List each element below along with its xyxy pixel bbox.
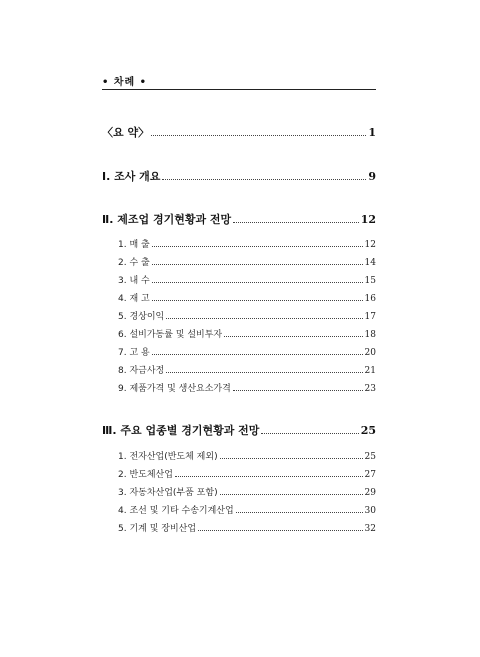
dot-leader <box>152 282 363 283</box>
toc-entry-label: 5. 경상이익 <box>118 312 165 322</box>
dot-leader <box>224 336 362 337</box>
dot-leader <box>236 512 363 513</box>
toc-subentry[interactable] <box>118 485 376 498</box>
toc-subentry[interactable] <box>118 503 376 516</box>
toc-subentry[interactable] <box>118 273 376 286</box>
toc-page-number: 9 <box>368 170 376 183</box>
dot-leader <box>152 264 363 265</box>
toc-page-number: 21 <box>364 366 376 376</box>
dot-leader <box>261 433 358 434</box>
header-rule <box>102 89 376 90</box>
toc-subentry[interactable] <box>118 467 376 480</box>
dot-leader <box>175 476 363 477</box>
dot-leader <box>220 494 363 495</box>
toc-entry-label: 3. 자동차산업(부품 포함) <box>118 488 218 498</box>
dot-leader <box>162 179 366 180</box>
dot-leader <box>151 135 366 136</box>
toc-entry-label: 1. 매 출 <box>118 240 150 250</box>
toc-entry-label: 4. 조선 및 기타 수송기계산업 <box>118 506 234 516</box>
toc-entry-section-3[interactable] <box>102 422 376 438</box>
dot-leader <box>166 372 362 373</box>
toc-page-number: 29 <box>364 488 376 498</box>
dot-leader <box>220 458 363 459</box>
toc-page-number: 20 <box>364 348 376 358</box>
toc-page-number: 12 <box>360 213 376 226</box>
toc-subentry[interactable] <box>118 521 376 534</box>
toc-entry-label: 〈요 약〉 <box>102 126 150 139</box>
toc-page-number: 17 <box>364 312 376 322</box>
toc-page-number: 18 <box>364 330 376 340</box>
toc-subentry[interactable] <box>118 255 376 268</box>
dot-leader <box>233 222 359 223</box>
dot-leader <box>166 318 362 319</box>
toc-entry-summary[interactable] <box>102 124 376 140</box>
toc-subentry[interactable] <box>118 291 376 304</box>
toc-page-number: 30 <box>364 506 376 516</box>
toc-subentry[interactable] <box>118 327 376 340</box>
toc-entry-label: 9. 제품가격 및 생산요소가격 <box>118 384 231 394</box>
toc-subentry[interactable] <box>118 237 376 250</box>
toc-page-number: 25 <box>364 452 376 462</box>
toc-page-number: 12 <box>364 240 376 250</box>
toc-page-number: 23 <box>364 384 376 394</box>
dot-leader <box>152 300 363 301</box>
toc-header: • 차례 • <box>102 77 148 88</box>
toc-entry-label: 3. 내 수 <box>118 276 150 286</box>
toc-entry-label: 5. 기계 및 장비산업 <box>118 524 197 534</box>
dot-leader <box>198 530 363 531</box>
toc-entry-label: Ⅰ. 조사 개요 <box>102 170 161 183</box>
dot-leader <box>233 390 363 391</box>
toc-subentry[interactable] <box>118 345 376 358</box>
toc-page-number: 14 <box>364 258 376 268</box>
toc-entry-label: Ⅱ. 제조업 경기현황과 전망 <box>102 213 232 226</box>
toc-entry-label: 6. 설비가동률 및 설비투자 <box>118 330 223 340</box>
toc-entry-label: 2. 수 출 <box>118 258 150 268</box>
toc-page-number: 1 <box>368 126 376 139</box>
toc-page-number: 25 <box>360 424 376 437</box>
toc-entry-label: 2. 반도체산업 <box>118 470 173 480</box>
toc-entry-section-1[interactable] <box>102 168 376 184</box>
toc-page-number: 32 <box>364 524 376 534</box>
toc-subentry[interactable] <box>118 363 376 376</box>
toc-entry-label: 8. 자금사정 <box>118 366 165 376</box>
toc-entry-label: 1. 전자산업(반도체 제외) <box>118 452 218 462</box>
toc-page-number: 27 <box>364 470 376 480</box>
toc-page-number: 15 <box>364 276 376 286</box>
toc-entry-section-2[interactable] <box>102 211 376 227</box>
toc-subentry[interactable] <box>118 449 376 462</box>
toc-subentry[interactable] <box>118 381 376 394</box>
toc-page-number: 16 <box>364 294 376 304</box>
dot-leader <box>152 354 363 355</box>
toc-subentry[interactable] <box>118 309 376 322</box>
toc-entry-label: 4. 재 고 <box>118 294 150 304</box>
dot-leader <box>152 246 363 247</box>
toc-entry-label: Ⅲ. 주요 업종별 경기현황과 전망 <box>102 424 260 437</box>
toc-entry-label: 7. 고 용 <box>118 348 150 358</box>
